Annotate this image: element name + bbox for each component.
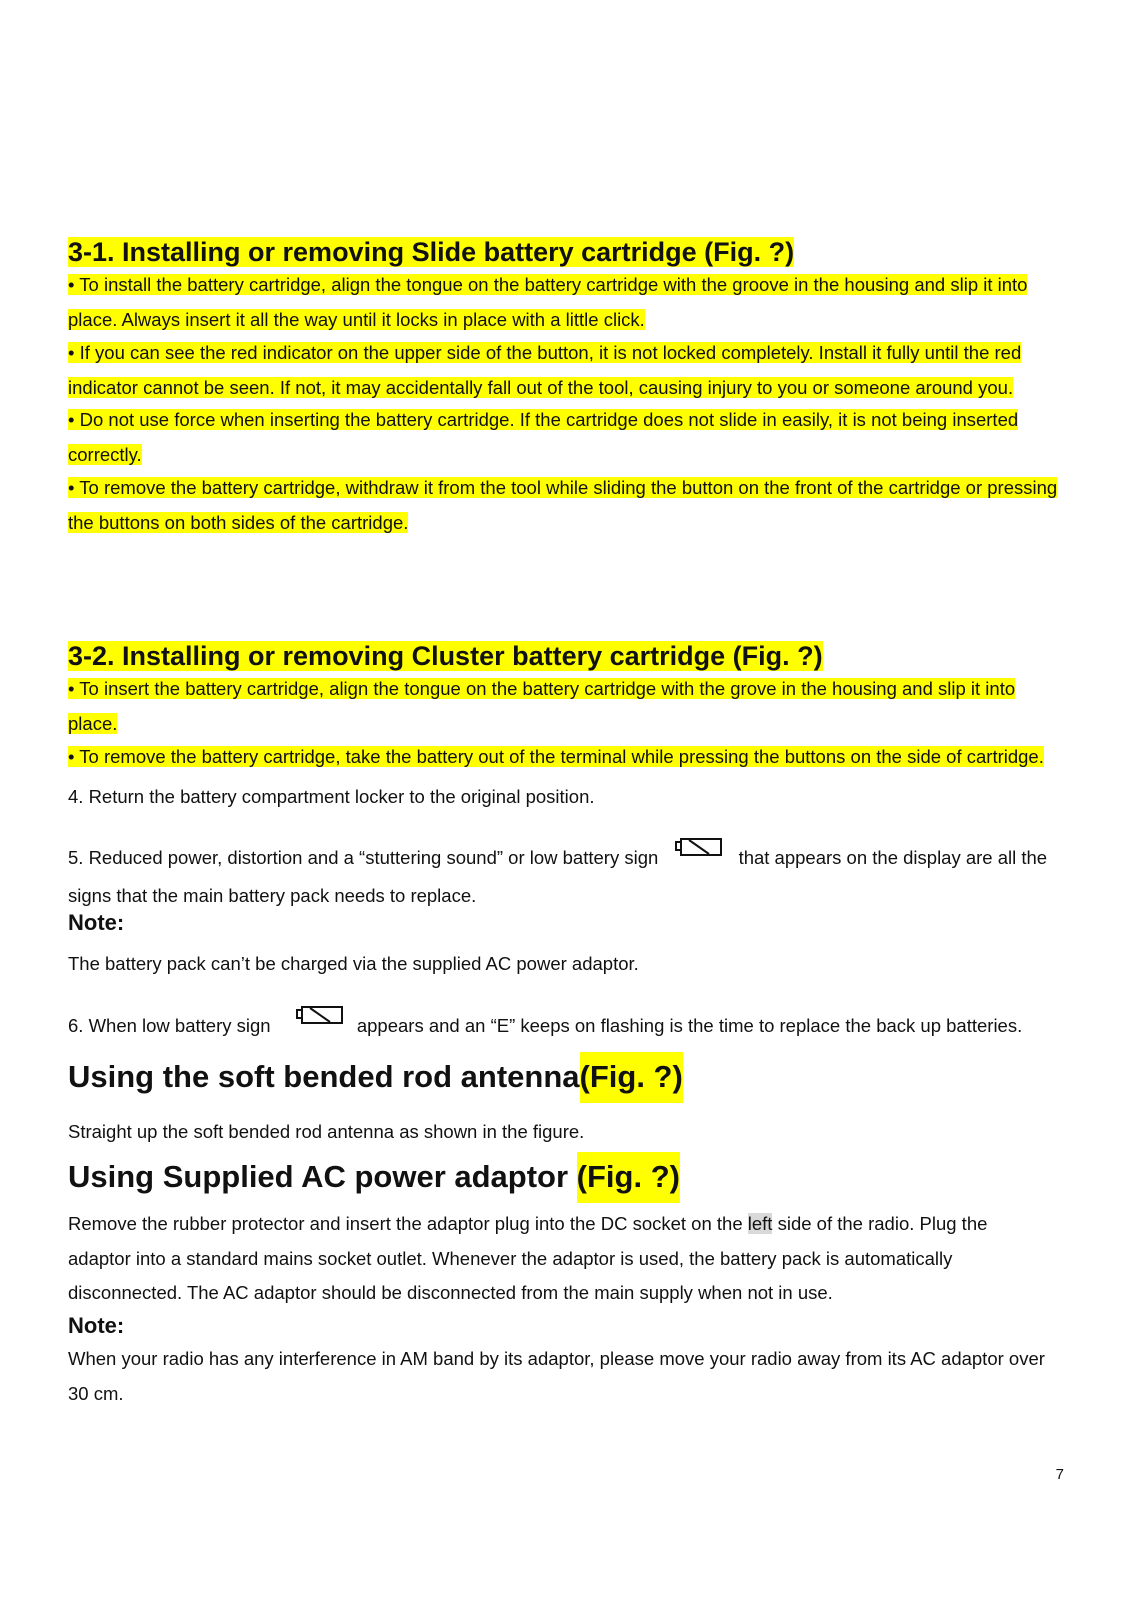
section-3-1-bullet-4: • To remove the battery cartridge, withdraw it from the tool while sliding the button on the front of the cartridge or pressing the buttons on both sides of the cartridge. xyxy=(68,477,1058,533)
section-3-2-heading: 3-2. Installing or removing Cluster battery cartridge (Fig. ?) xyxy=(68,641,823,671)
step-5-text-after: that appears on the display are all the xyxy=(738,847,1048,868)
step-5-line-1 xyxy=(68,846,1047,870)
adaptor-text-after: side of the radio. Plug the adaptor into a standard mains socket outlet. Whenever the adaptor is used, the battery pack is automatically disconnected. The AC adaptor should be disconnected from the main supply when not in use. xyxy=(68,1213,988,1303)
note-1-label: Note: xyxy=(68,910,125,935)
adaptor-heading xyxy=(68,1152,680,1203)
low-battery-icon xyxy=(675,837,723,869)
antenna-heading-text: Using the soft bended rod antenna xyxy=(68,1059,580,1094)
antenna-fig-ref: (Fig. ?) xyxy=(580,1052,683,1103)
step-4-text: 4. Return the battery compartment locker to the original position. xyxy=(68,786,595,807)
section-3-1-bullet-3: • Do not use force when inserting the battery cartridge. If the cartridge does not slide in easily, it is not being inserted correctly. xyxy=(68,409,1019,465)
adaptor-text xyxy=(68,1207,1028,1311)
section-3-1-heading: 3-1. Installing or removing Slide battery cartridge (Fig. ?) xyxy=(68,237,795,267)
step-6-text-before: 6. When low battery sign xyxy=(68,1015,271,1036)
antenna-text: Straight up the soft bended rod antenna as shown in the figure. xyxy=(68,1121,585,1142)
antenna-heading xyxy=(68,1052,683,1103)
note-2-label: Note: xyxy=(68,1313,125,1338)
adaptor-text-before: Remove the rubber protector and insert the adaptor plug into the DC socket on the xyxy=(68,1213,743,1234)
note-2-text: When your radio has any interference in AM band by its adaptor, please move your radio away from its AC adaptor over 30 cm. xyxy=(68,1348,1045,1404)
step-5-text-before: 5. Reduced power, distortion and a “stuttering sound” or low battery sign xyxy=(68,847,659,868)
note-1-text: The battery pack can’t be charged via the supplied AC power adaptor. xyxy=(68,953,639,974)
section-3-1-bullet-1: • To install the battery cartridge, align the tongue on the battery cartridge with the groove in the housing and slip it into place. Always insert it all the way until it locks in place with a little click. xyxy=(68,274,1028,330)
section-3-2-bullet-2: • To remove the battery cartridge, take the battery out of the terminal while pressing the buttons on the side of cartridge. xyxy=(68,746,1044,767)
page-number: 7 xyxy=(1055,1466,1064,1483)
step-6-text-after: appears and an “E” keeps on flashing is the time to replace the back up batteries. xyxy=(356,1015,1023,1036)
step-5-line-2: signs that the main battery pack needs to replace. xyxy=(68,885,477,906)
adaptor-heading-text: Using Supplied AC power adaptor xyxy=(68,1159,569,1194)
section-3-1-bullet-2: • If you can see the red indicator on the upper side of the button, it is not locked completely. Install it fully until the red indicator cannot be seen. If not, it may accidentally fall out of the tool, causing injury to you or someone around you. xyxy=(68,342,1022,398)
adaptor-fig-ref: (Fig. ?) xyxy=(577,1152,680,1203)
low-battery-icon-2 xyxy=(296,1005,344,1037)
adaptor-text-highlight: left xyxy=(747,1213,773,1234)
section-3-2-bullet-1: • To insert the battery cartridge, align the tongue on the battery cartridge with the grove in the housing and slip it into place. xyxy=(68,678,1016,734)
step-6-line xyxy=(68,1014,1022,1038)
